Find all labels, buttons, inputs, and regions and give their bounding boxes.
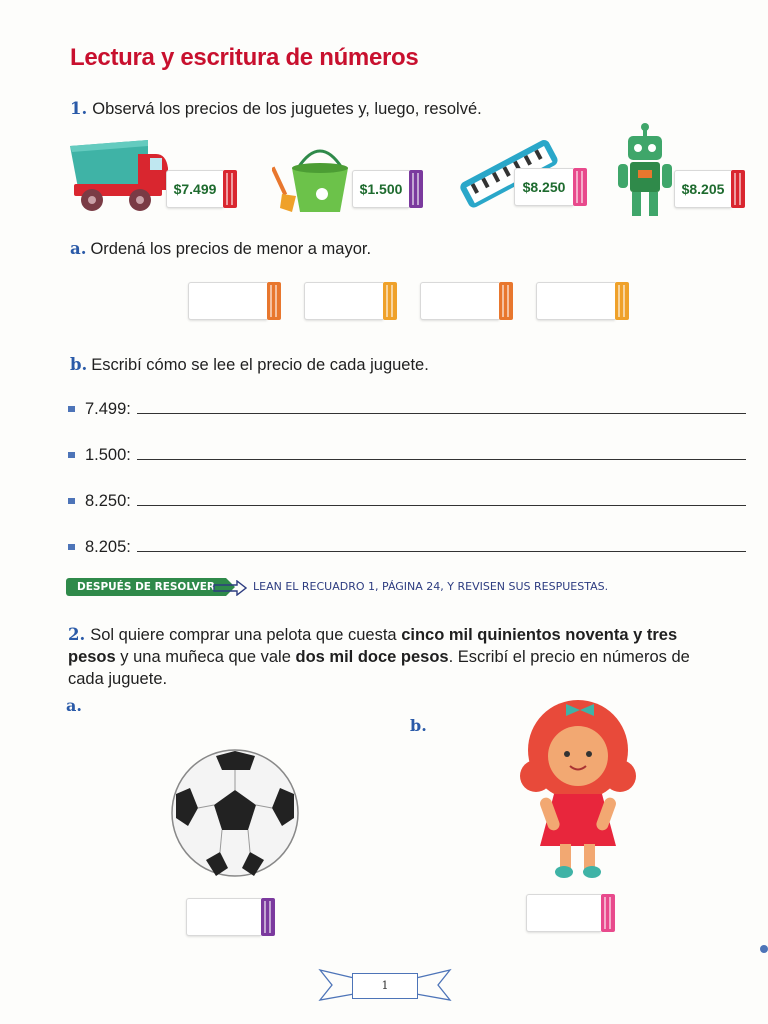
review-instruction: LEAN EL RECUADRO 1, PÁGINA 24, Y REVISEN SUS RESPUESTAS. [253,580,609,593]
answer-box-4[interactable] [536,282,629,320]
edge-marker [760,945,768,953]
arrow-right-icon [213,580,247,596]
tag-cap [573,168,587,206]
item-letter: a. [70,239,87,258]
ball-answer-box[interactable] [186,898,275,936]
line-label: 8.250: [85,492,131,510]
item-letter-a: a. [66,696,82,715]
price-label: $7.499 [166,170,223,208]
writing-line[interactable] [68,395,746,419]
tag-cap [409,170,423,208]
question-1 [70,98,482,120]
bullet-icon [68,544,75,550]
bullet-icon [68,452,75,458]
ball-price-words: cinco mil quinientos noventa y tres pesos [68,626,678,666]
price-tag [352,170,423,208]
item-a [70,238,371,260]
price-label: $1.500 [352,170,409,208]
writing-line[interactable] [68,441,746,465]
page-number: 1 [352,973,418,999]
doll-icon [520,698,636,882]
soccer-ball-icon [170,748,300,878]
writing-line[interactable] [68,533,746,557]
bullet-icon [68,406,75,412]
page-title: Lectura y escritura de números [70,44,419,71]
tag-cap [267,282,281,320]
price-tag [674,170,745,208]
item-b [70,354,429,376]
tag-cap [731,170,745,208]
item-letter-b: b. [410,716,427,735]
item-text: Escribí cómo se lee el precio de cada juguete. [91,356,429,374]
item-text: Ordená los precios de menor a mayor. [90,240,372,258]
question-text: Observá los precios de los juguetes y, luego, resolvé. [92,100,482,118]
item-letter: b. [70,355,88,374]
price-label: $8.250 [514,168,573,206]
doll-price-words: dos mil doce pesos [295,648,449,666]
tag-cap [601,894,615,932]
tag-cap [223,170,237,208]
bullet-icon [68,498,75,504]
robot-icon [616,122,674,220]
question-number: 1. [70,99,88,118]
line-label: 8.205: [85,538,131,556]
answer-box-3[interactable] [420,282,513,320]
tag-cap [261,898,275,936]
question-number: 2. [68,625,86,644]
dump-truck-icon [68,136,170,218]
price-tag [514,168,587,206]
tag-cap [615,282,629,320]
line-label: 1.500: [85,446,131,464]
answer-box-2[interactable] [304,282,397,320]
answer-box-1[interactable] [188,282,281,320]
tag-cap [383,282,397,320]
tag-cap [499,282,513,320]
doll-answer-box[interactable] [526,894,615,932]
writing-line[interactable] [68,487,746,511]
bucket-shovel-icon [272,138,356,216]
after-solving-banner: DESPUÉS DE RESOLVER [66,578,226,596]
price-tag [166,170,237,208]
price-label: $8.205 [674,170,731,208]
line-label: 7.499: [85,400,131,418]
question-2: 2. Sol quiere comprar una pelota que cuesta cinco mil quinientos noventa y tres pesos y una muñeca que vale dos mil doce pesos. Escribí el precio en números de cada juguete. [68,625,690,688]
